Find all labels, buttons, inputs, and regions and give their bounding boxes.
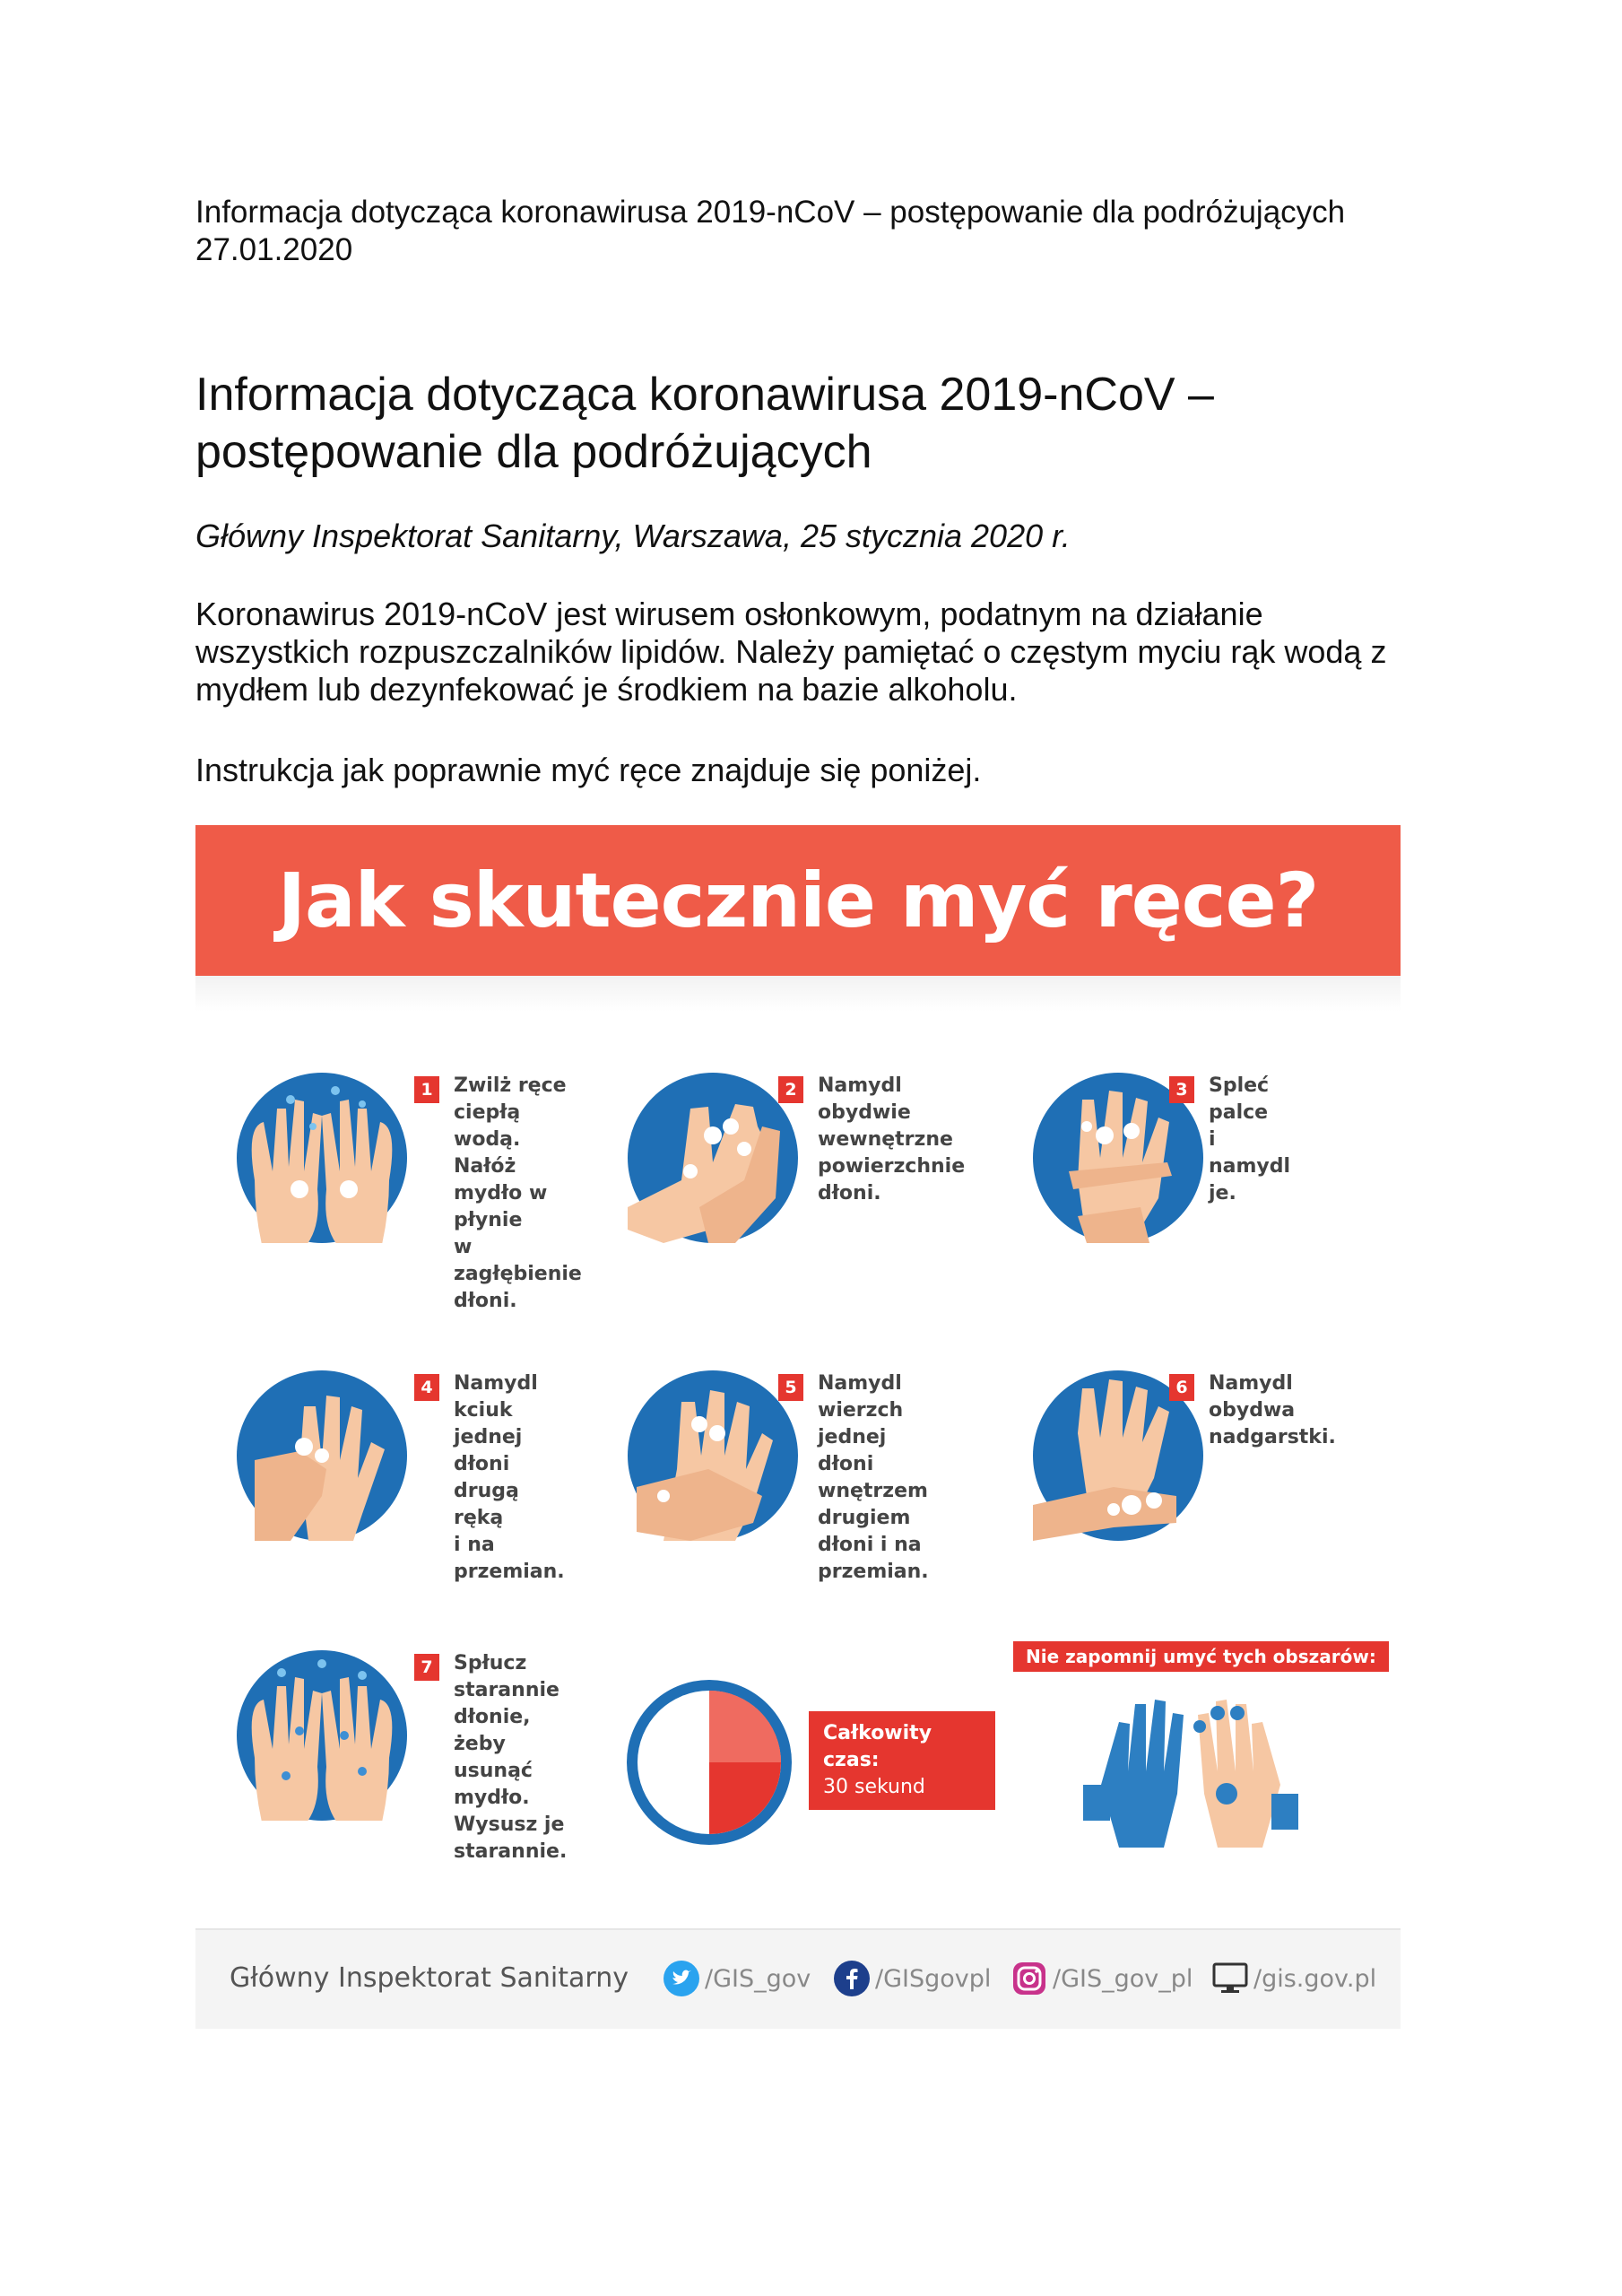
timer-clock-icon	[624, 1677, 794, 1848]
header-title: Informacja dotycząca koronawirusa 2019-nCoV – postępowanie dla podróżujących	[195, 195, 1346, 230]
facebook-handle: /GISgovpl	[875, 1964, 992, 1993]
step-4-number: 4	[414, 1374, 439, 1401]
header-date: 27.01.2020	[195, 232, 353, 267]
step-5-number: 5	[778, 1374, 803, 1401]
instagram-handle: /GIS_gov_pl	[1053, 1964, 1193, 1993]
twitter-icon	[664, 1961, 699, 1996]
facebook-icon	[834, 1961, 870, 1996]
footer-website[interactable]	[1212, 1961, 1376, 1996]
article-paragraph-2: Instrukcja jak poprawnie myć ręce znajduje się poniżej.	[195, 752, 982, 788]
step-5-text: Namydl wierzch jednej dłoni wnętrzem drugiem dłoni i na przemian.	[818, 1372, 929, 1583]
step-1-number: 1	[414, 1076, 439, 1103]
step-4-text: Namydl kciuk jednej dłoni drugą ręką i na przemian.	[454, 1372, 565, 1583]
step-6-text: Namydl obydwa nadgarstki.	[1209, 1372, 1336, 1448]
paragraph-1-line-2: wszystkich rozpuszczalników lipidów. Należy pamiętać o częstym myciu rąk wodą z	[195, 633, 1387, 670]
footer-instagram[interactable]	[1011, 1961, 1193, 1996]
footer-facebook[interactable]	[834, 1961, 991, 1996]
step-2-text: Namydl obydwie wewnętrzne powierzchnie dłoni.	[818, 1074, 966, 1205]
footer-twitter[interactable]	[664, 1961, 811, 1996]
paragraph-1-line-1: Koronawirus 2019-nCoV jest wirusem osłonkowym, podatnym na działanie	[195, 596, 1263, 632]
document-header	[195, 194, 1469, 269]
footer-org-name: Główny Inspektorat Sanitarny	[230, 1962, 629, 1994]
step-6-number: 6	[1169, 1374, 1194, 1401]
total-time-box	[809, 1711, 995, 1810]
thumb-washing-icon	[237, 1370, 407, 1541]
article-title-line1: Informacja dotycząca koronawirusa 2019-nCoV –	[195, 369, 1214, 421]
step-3-number: 3	[1169, 1076, 1194, 1103]
banner-shadow	[195, 976, 1401, 1012]
step-2-number: 2	[778, 1076, 803, 1103]
twitter-handle: /GIS_gov	[705, 1964, 811, 1993]
step-1-text: Zwilż ręce ciepłą wodą. Nałóż mydło w płynie w zagłębienie dłoni.	[454, 1074, 582, 1312]
total-time-value: 30 sekund	[823, 1776, 925, 1798]
step-3-text: Spleć palce i namydl je.	[1209, 1074, 1291, 1205]
article-paragraph-1	[195, 596, 1451, 709]
infographic-banner	[195, 825, 1401, 976]
handwashing-infographic	[195, 825, 1401, 2029]
rinse-hands-icon	[237, 1650, 407, 1821]
missed-areas-hands-icon	[1083, 1686, 1298, 1848]
wet-hands-icon	[237, 1073, 407, 1243]
step-7-text: Spłucz starannie dłonie, żeby usunąć mydło. Wysusz je starannie.	[454, 1652, 568, 1863]
website-url: /gis.gov.pl	[1253, 1964, 1377, 1993]
back-of-hand-icon	[628, 1370, 798, 1541]
step-7-number: 7	[414, 1654, 439, 1681]
infographic-footer	[195, 1928, 1401, 2029]
instagram-icon	[1011, 1961, 1047, 1996]
palms-rubbing-icon	[628, 1073, 798, 1243]
monitor-icon	[1212, 1961, 1248, 1996]
reminder-banner: Nie zapomnij umyć tych obszarów:	[1013, 1641, 1389, 1672]
infographic-title: Jak skutecznie myć ręce?	[277, 857, 1319, 944]
total-time-label: Całkowity czas:	[823, 1722, 932, 1771]
article-title-line2: postępowanie dla podróżujących	[195, 426, 872, 478]
paragraph-1-line-3: mydłem lub dezynfekować je środkiem na bazie alkoholu.	[195, 671, 1018, 708]
article-byline: Główny Inspektorat Sanitarny, Warszawa, 25 stycznia 2020 r.	[195, 517, 1071, 554]
article-title	[195, 366, 1451, 481]
